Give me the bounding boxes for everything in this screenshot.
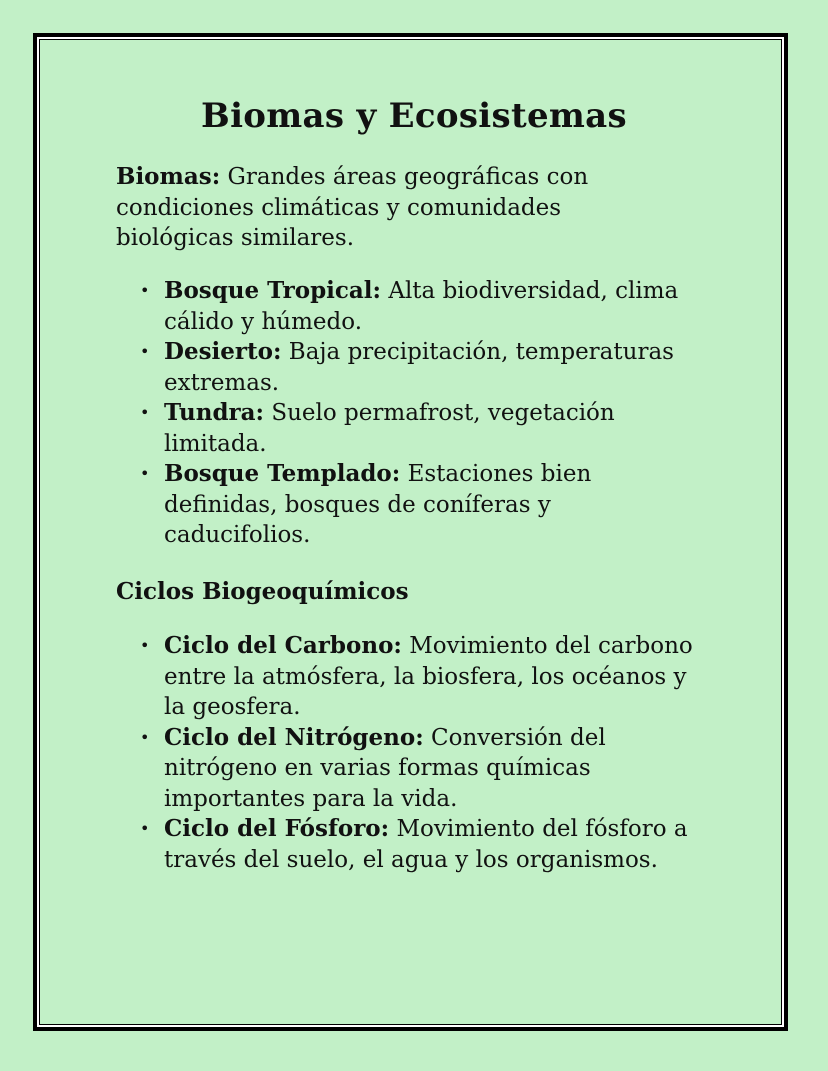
- list-item: [164, 398, 704, 459]
- definition: Movimiento del carbono entre la atmósfera, la biosfera, los océanos y la geosfera.: [164, 633, 693, 720]
- definition: Estaciones bien definidas, bosques de coníferas y caducifolios.: [164, 461, 592, 548]
- list-item: [164, 723, 704, 815]
- definition: Movimiento del fósforo a través del suelo, el agua y los organismos.: [164, 816, 688, 873]
- term: Desierto:: [164, 338, 282, 365]
- definition: Baja precipitación, temperaturas extremas.: [164, 339, 674, 396]
- term: Biomas:: [116, 163, 221, 190]
- page-title: Biomas y Ecosistemas: [201, 96, 627, 136]
- biomes-list: [116, 276, 704, 551]
- list-item: [164, 459, 704, 551]
- term: Ciclo del Carbono:: [164, 632, 402, 659]
- list-item: [164, 631, 704, 723]
- term: Ciclo del Nitrógeno:: [164, 723, 424, 751]
- cycles-list: [116, 631, 704, 875]
- list-item: [164, 276, 704, 337]
- term: Bosque Tropical:: [164, 277, 382, 304]
- definition: Alta biodiversidad, clima cálido y húmedo.: [164, 278, 679, 335]
- definition: Conversión del nitrógeno en varias formas químicas importantes para la vida.: [164, 724, 606, 812]
- definition: Grandes áreas geográficas con condiciones climáticas y comunidades biológicas similares.: [116, 164, 589, 251]
- term: Bosque Templado:: [164, 460, 401, 487]
- definition: Suelo permafrost, vegetación limitada.: [164, 400, 615, 457]
- term: Tundra:: [164, 399, 265, 426]
- list-item: [164, 337, 704, 398]
- term: Ciclo del Fósforo:: [164, 815, 390, 842]
- section-heading: Ciclos Biogeoquímicos: [116, 578, 409, 605]
- biomes-definition: [116, 162, 676, 254]
- list-item: [164, 814, 704, 875]
